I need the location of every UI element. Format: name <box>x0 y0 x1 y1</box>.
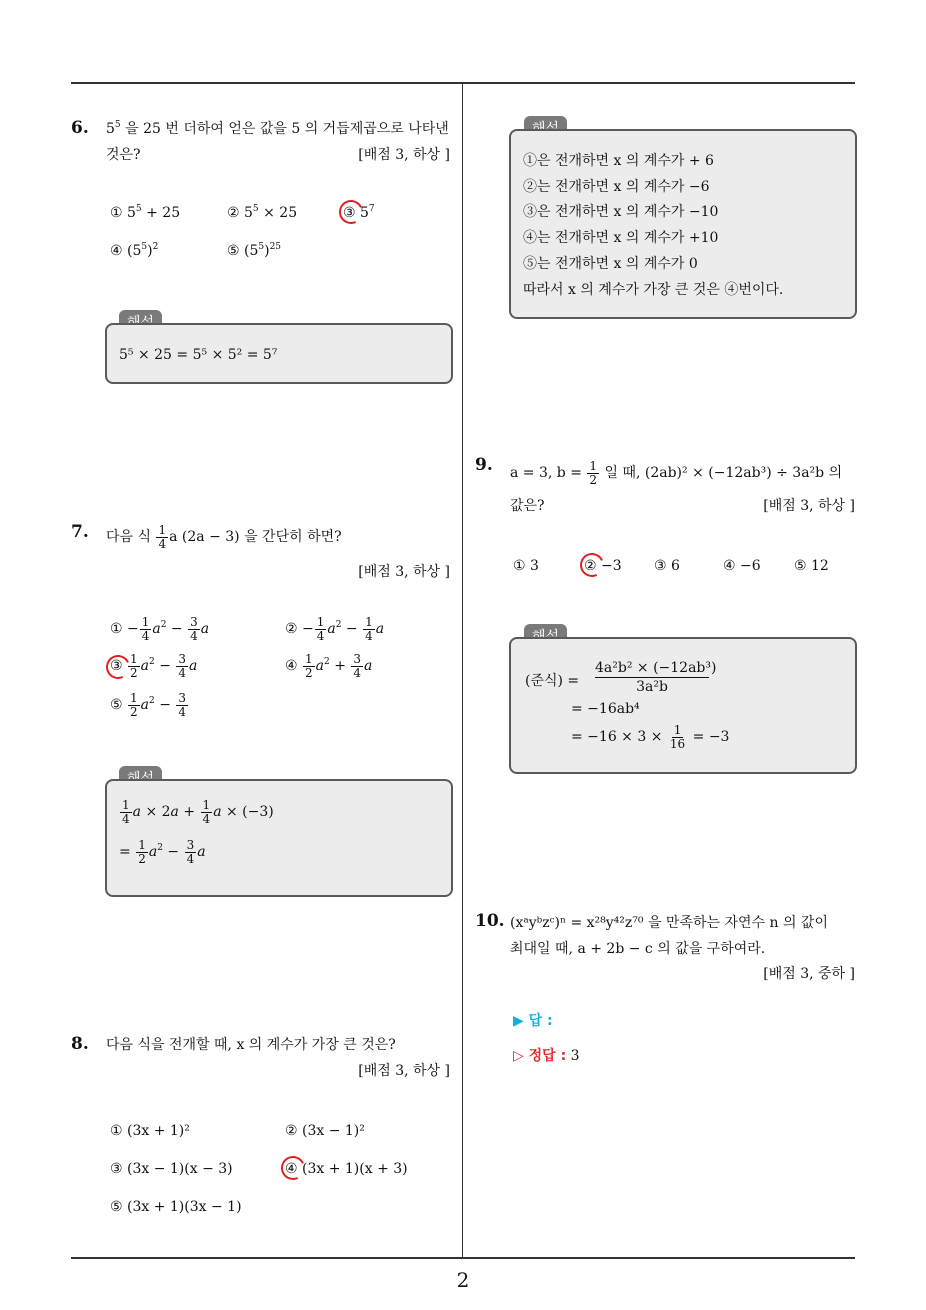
q8-option-4[interactable]: ④ (3x + 1)(x + 3) <box>285 1161 408 1177</box>
question-6-number: 6. <box>71 118 89 138</box>
q6-option-4[interactable]: ④ $(5^5)^2$ <box>110 242 159 259</box>
question-7-line1: 다음 식 $\frac{1}{4}$ a (2a − 3) 을 간단히 하면? <box>106 522 342 551</box>
question-7-score: [배점 3, 하상 ] <box>358 564 450 580</box>
q6-option-5[interactable]: ⑤ $(5^5)^{25}$ <box>227 242 282 259</box>
question-6-line1: $5^5$ 을 25 번 더하여 얻은 값을 5 의 거듭제곱으로 나타낸 <box>106 120 449 137</box>
correct-answer-line <box>513 1046 580 1066</box>
q9-solution-fraction <box>595 659 717 696</box>
answer-label: ▶ 답 : <box>513 1013 553 1029</box>
question-9-score: [배점 3, 하상 ] <box>763 498 855 514</box>
q6-solution-text: 5⁵ × 25 = 5⁵ × 5² = 5⁷ <box>119 347 278 363</box>
q7-option-5[interactable]: ⑤ $\frac{1}{2}$ $a^2$ − $\frac{3}{4}$ <box>110 690 187 719</box>
correct-answer-label: ▷ 정답 : <box>513 1048 567 1064</box>
question-10-line1: (xᵃyᵇzᶜ)ⁿ = x²⁸y⁴²z⁷⁰ 을 만족하는 자연수 n 의 값이 <box>510 915 828 931</box>
q9-option-1[interactable]: ① 3 <box>513 558 539 574</box>
question-8-score: [배점 3, 하상 ] <box>358 1063 450 1079</box>
q9-solution-numerator: 4a²b² × (−12ab³) <box>595 660 717 676</box>
q6-option-2[interactable]: ② $5^5 \times 25$ <box>227 204 298 221</box>
q6-option-1[interactable]: ① $5^5 + 25$ <box>110 204 181 221</box>
q7-option-2[interactable]: ② − $\frac{1}{4}$ $a^2$ − $\frac{1}{4}$ a <box>285 614 385 643</box>
question-10-score: [배점 3, 중하 ] <box>763 966 855 982</box>
q9-solution-line2: = −16ab⁴ <box>571 701 640 717</box>
q9-option-3[interactable]: ③ 6 <box>654 558 680 574</box>
q8-solution-line: ③은 전개하면 x 의 계수가 −10 <box>523 204 719 220</box>
q7-option-3[interactable]: ③ $\frac{1}{2}$ $a^2$ − $\frac{3}{4}$ a <box>110 651 198 680</box>
q8-option-2[interactable]: ② (3x − 1)² <box>285 1123 365 1139</box>
q8-solution-line: 따라서 x 의 계수가 가장 큰 것은 ④번이다. <box>523 282 784 298</box>
q8-solution-line: ⑤는 전개하면 x 의 계수가 0 <box>523 256 698 272</box>
question-9-line2: 값은? <box>510 498 545 514</box>
q6-option-3[interactable]: ③ $5^7$ <box>343 204 375 221</box>
question-6-line2: 것은? <box>106 147 141 163</box>
q8-solution-line: ④는 전개하면 x 의 계수가 +10 <box>523 230 719 246</box>
q8-option-5[interactable]: ⑤ (3x + 1)(3x − 1) <box>110 1199 242 1215</box>
q7-solution-line1: $\frac{1}{4}$ a × 2a + $\frac{1}{4}$ a × (−3) <box>122 797 274 826</box>
page-number: 2 <box>456 1268 470 1292</box>
question-10-number: 10. <box>475 911 505 931</box>
question-9-line1: a = 3, b = $\frac{1}{2}$ 일 때, (2ab)² × (−12ab³) ÷ 3a²b 의 <box>510 458 843 487</box>
q9-option-4[interactable]: ④ −6 <box>723 558 761 574</box>
column-divider <box>462 83 463 1259</box>
q9-solution-lhs: (준식) = <box>525 673 580 689</box>
q8-option-1[interactable]: ① (3x + 1)² <box>110 1123 190 1139</box>
q7-solution-box <box>105 779 453 897</box>
bottom-rule <box>71 1257 855 1259</box>
q8-solution-box <box>509 129 857 319</box>
q9-solution-line3: = −16 × 3 × $\frac{1}{16}$ = −3 <box>571 722 730 751</box>
q7-option-1[interactable]: ① − $\frac{1}{4}$ $a^2$ − $\frac{3}{4}$ a <box>110 614 210 643</box>
q7-option-4[interactable]: ④ $\frac{1}{2}$ $a^2$ + $\frac{3}{4}$ a <box>285 651 373 680</box>
q9-option-2[interactable]: ② −3 <box>584 558 622 574</box>
q7-solution-line2: = $\frac{1}{2}$ $a^2$ − $\frac{3}{4}$ a <box>119 837 206 866</box>
top-rule <box>71 82 855 84</box>
q9-solution-denominator: 3a²b <box>636 679 668 695</box>
q8-solution-line: ①은 전개하면 x 의 계수가 + 6 <box>523 153 714 169</box>
q9-solution-box <box>509 637 857 774</box>
question-8-line1: 다음 식을 전개할 때, x 의 계수가 가장 큰 것은? <box>106 1037 396 1053</box>
q8-option-3[interactable]: ③ (3x − 1)(x − 3) <box>110 1161 233 1177</box>
question-8-number: 8. <box>71 1034 89 1054</box>
question-7-number: 7. <box>71 522 89 542</box>
question-6-score: [배점 3, 하상 ] <box>358 147 450 163</box>
q9-option-5[interactable]: ⑤ 12 <box>794 558 829 574</box>
question-9-number: 9. <box>475 455 493 475</box>
question-10-line2: 최대일 때, a + 2b − c 의 값을 구하여라. <box>510 941 766 957</box>
q6-solution-box <box>105 323 453 384</box>
q8-solution-line: ②는 전개하면 x 의 계수가 −6 <box>523 179 710 195</box>
correct-answer-value: 3 <box>570 1048 580 1064</box>
